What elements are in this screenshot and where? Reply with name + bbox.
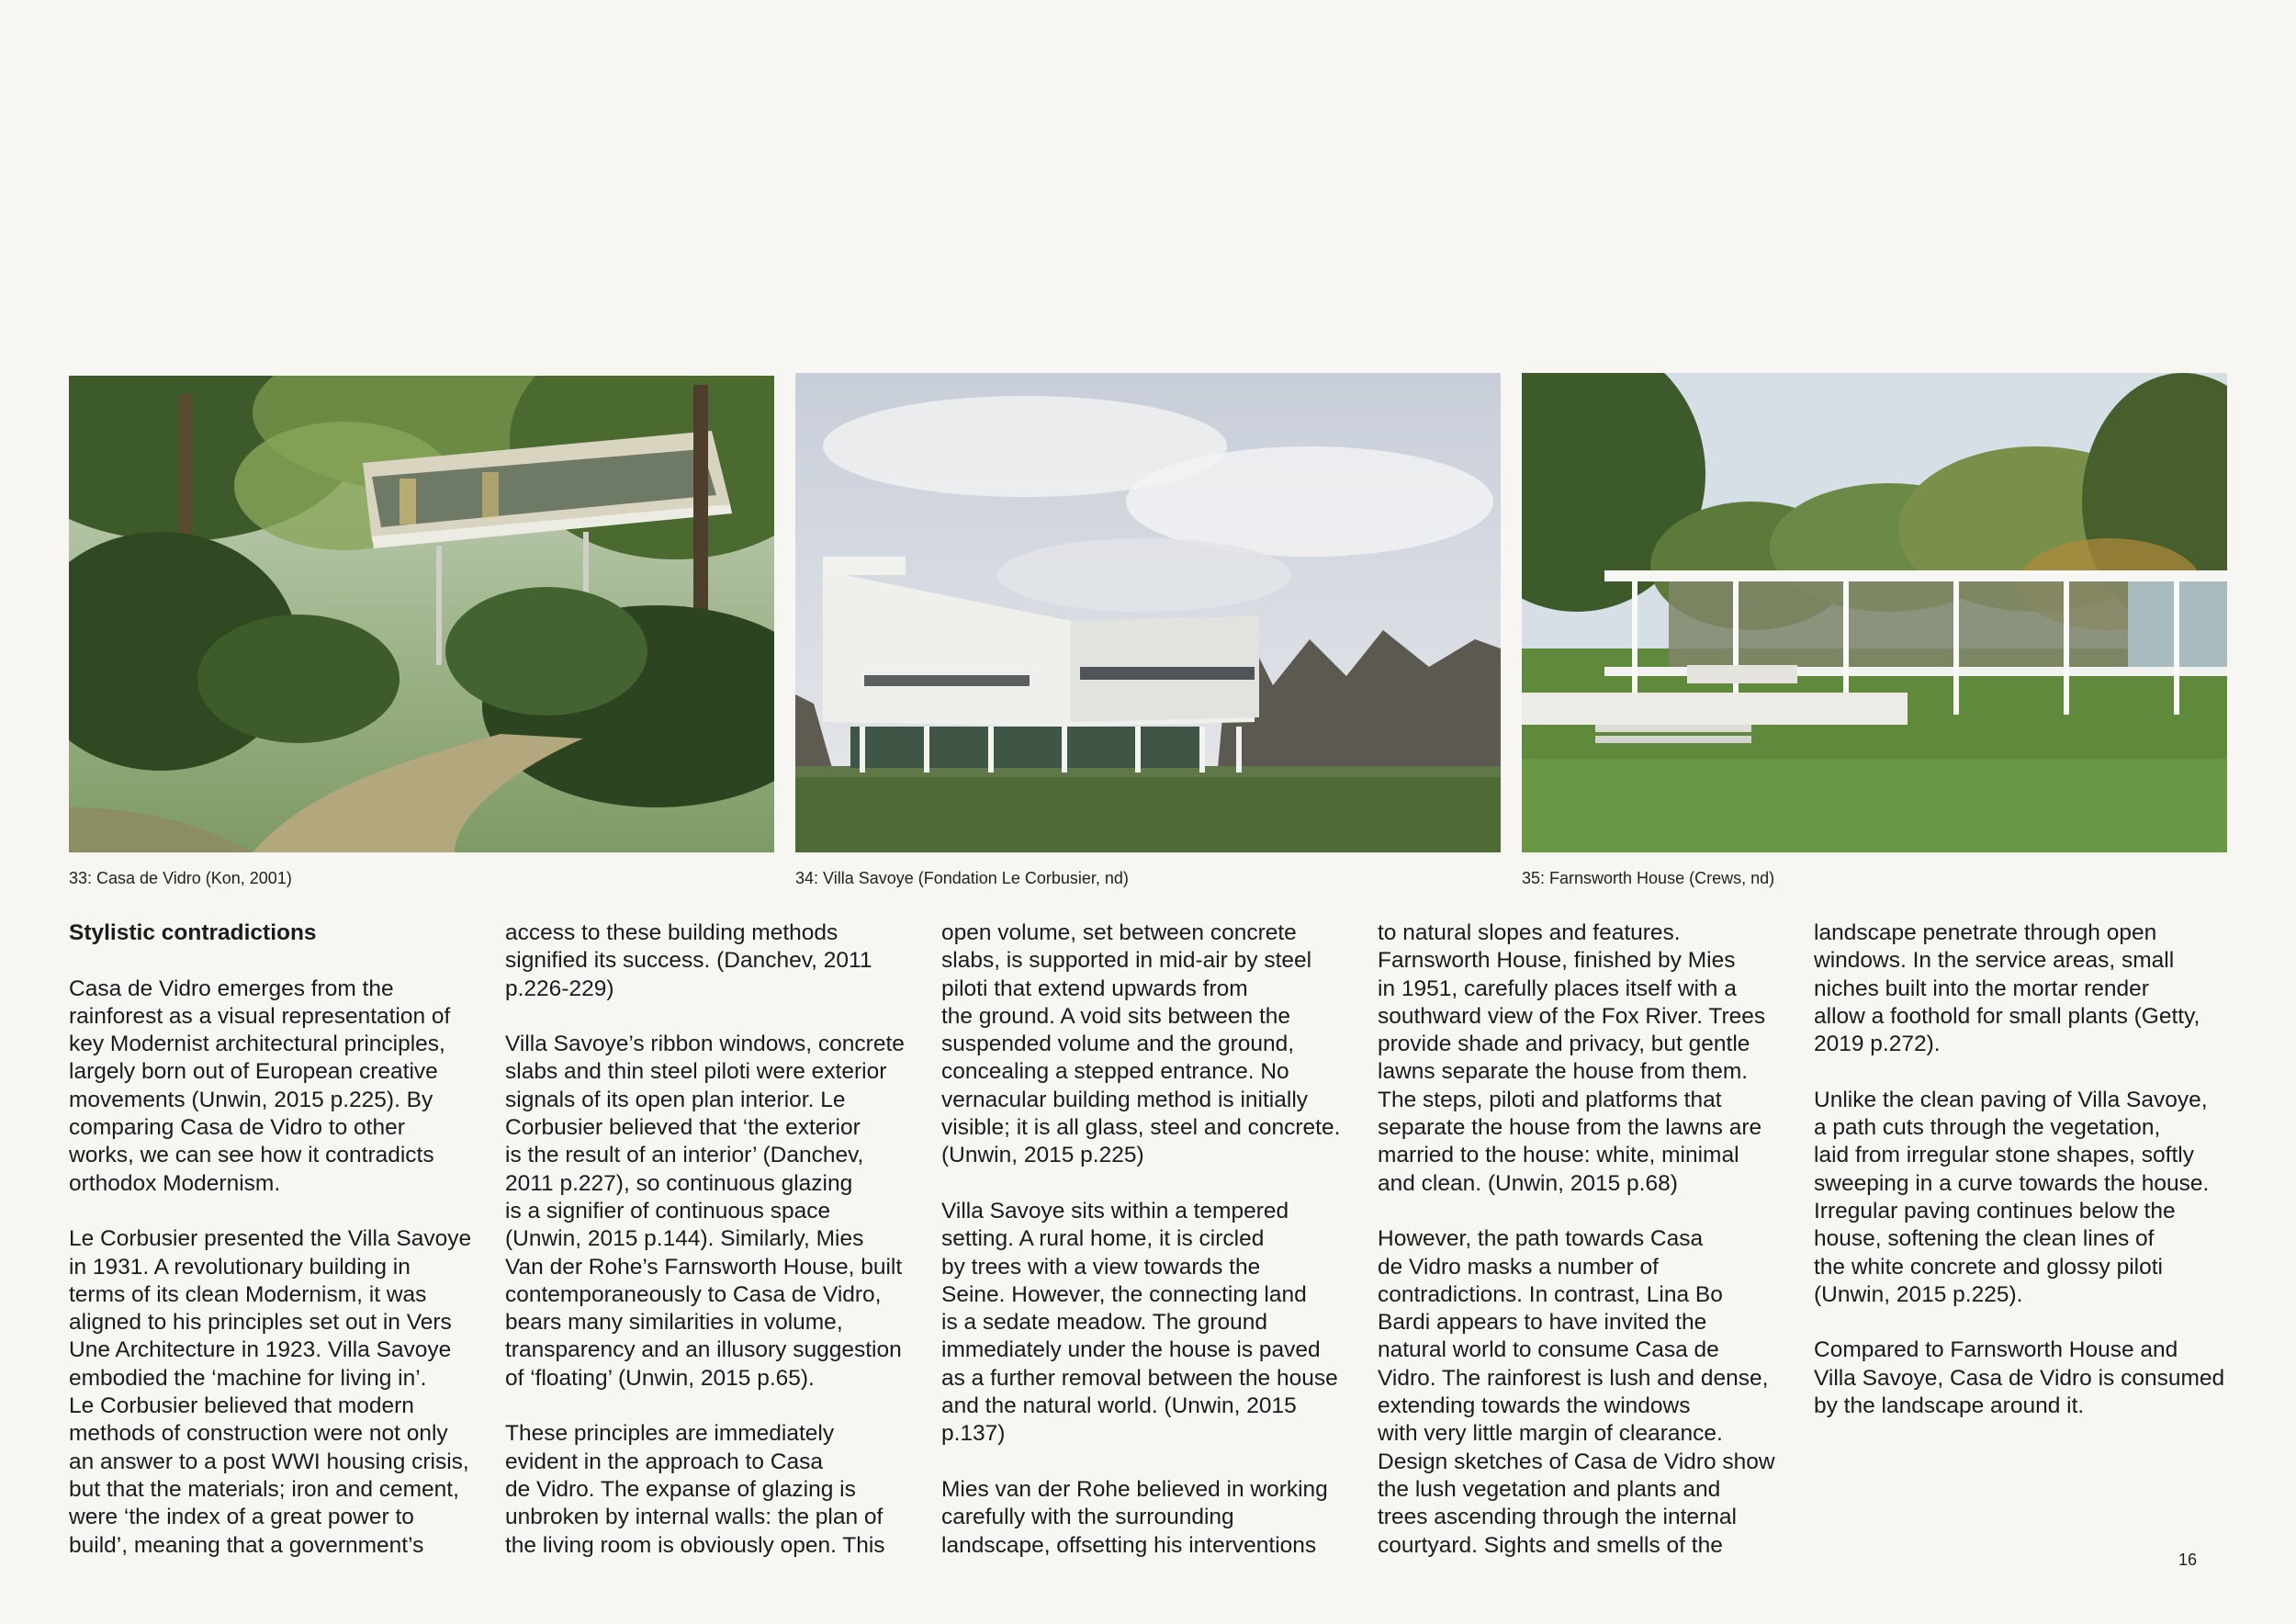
text-column-5 xyxy=(1814,919,2236,1420)
paragraph: landscape penetrate through open windows. In the service areas, small niches built into the mortar render allow a foothold for small plants (Getty, 2019 p.272). xyxy=(1814,920,2200,1057)
paragraph: access to these building methods signified its success. (Danchev, 2011 p.226-229) xyxy=(505,920,872,1001)
villa-savoye-photo xyxy=(795,373,1501,852)
text-column-2 xyxy=(505,919,928,1560)
paragraph: Casa de Vidro emerges from the rainforest as a visual representation of key Modernist architectural principles, largely born out of European creative movements (Unwin, 2015 p.225). By comparing Casa de Vidro to other works, we can see how it contradicts orthodox Modernism. xyxy=(69,976,451,1196)
paragraph: Mies van der Rohe believed in working carefully with the surrounding landscape, offsetting his interventions xyxy=(941,1476,1328,1558)
paragraph: Compared to Farnsworth House and Villa Savoye, Casa de Vidro is consumed by the landscape around it. xyxy=(1814,1337,2225,1419)
figure-caption-35: 35: Farnsworth House (Crews, nd) xyxy=(1522,869,1775,887)
paragraph: to natural slopes and features. Farnsworth House, finished by Mies in 1951, carefully places itself with a southward view of the Fox River. Trees provide shade and privacy, but gentle lawns separate the house from them. The steps, piloti and platforms that separate the house from the lawns are married to the house: white, minimal and clean. (Unwin, 2015 p.68) xyxy=(1378,920,1766,1196)
paragraph: These principles are immediately evident in the approach to Casa de Vidro. The expanse of glazing is unbroken by internal walls: the plan of the living room is obviously open. This xyxy=(505,1421,885,1558)
paragraph: Unlike the clean paving of Villa Savoye, a path cuts through the vegetation, laid from irregular stone shapes, softly sweeping in a curve towards the house. Irregular paving continues below the house, softening the clean lines of the white concrete and glossy piloti (Unwin, 2015 p.225). xyxy=(1814,1087,2210,1307)
text-column-4 xyxy=(1378,919,1800,1560)
figure-caption-34: 34: Villa Savoye (Fondation Le Corbusier, nd) xyxy=(795,869,1129,887)
figure-caption-33: 33: Casa de Vidro (Kon, 2001) xyxy=(69,869,292,887)
paragraph: Villa Savoye sits within a tempered setting. A rural home, it is circled by trees with a view towards the Seine. However, the connecting land is a sedate meadow. The ground immediately under the house is paved as a further removal between the house and the natural world. (Unwin, 2015 p.137) xyxy=(941,1198,1338,1447)
farnsworth-house-photo xyxy=(1522,373,2227,852)
paragraph: However, the path towards Casa de Vidro masks a number of contradictions. In contrast, Lina Bo Bardi appears to have invited the natural world to consume Casa de Vidro. The rainforest is lush and dense, extending towards the windows with very little margin of clearance. Design sketches of Casa de Vidro show the lush vegetation and plants and trees ascending through the internal courtyard. Sights and smells of the xyxy=(1378,1226,1775,1558)
text-column-3 xyxy=(941,919,1364,1560)
paragraph: open volume, set between concrete slabs, is supported in mid-air by steel piloti that extend upwards from the ground. A void sits between the suspended volume and the ground, concealing a stepped entrance. No vernacular building method is initially visible; it is all glass, steel and concrete. (Unwin, 2015 p.225) xyxy=(941,920,1341,1168)
section-heading: Stylistic contradictions xyxy=(69,920,317,945)
text-column-1 xyxy=(69,919,491,1560)
page-number: 16 xyxy=(2178,1551,2198,1569)
paragraph: Le Corbusier presented the Villa Savoye in 1931. A revolutionary building in terms of its clean Modernism, it was aligned to his principles set out in Vers Une Architecture in 1923. Villa Savoye embodied the ‘machine for living in’. Le Corbusier believed that modern methods of construction were not only an answer to a post WWI housing crisis, but that the materials; iron and cement, were ‘the index of a great power to build’, meaning that a government’s xyxy=(69,1226,472,1558)
paragraph: Villa Savoye’s ribbon windows, concrete slabs and thin steel piloti were exterior signals of its open plan interior. Le Corbusier believed that ‘the exterior is the result of an interior’ (Danchev, 2011 p.227), so continuous glazing is a signifier of continuous space (Unwin, 2015 p.144). Similarly, Mies Van der Rohe’s Farnsworth House, built contemporaneously to Casa de Vidro, bears many similarities in volume, transparency and an illusory suggestion of ‘floating’ (Unwin, 2015 p.65). xyxy=(505,1032,905,1391)
casa-de-vidro-photo xyxy=(69,376,774,852)
